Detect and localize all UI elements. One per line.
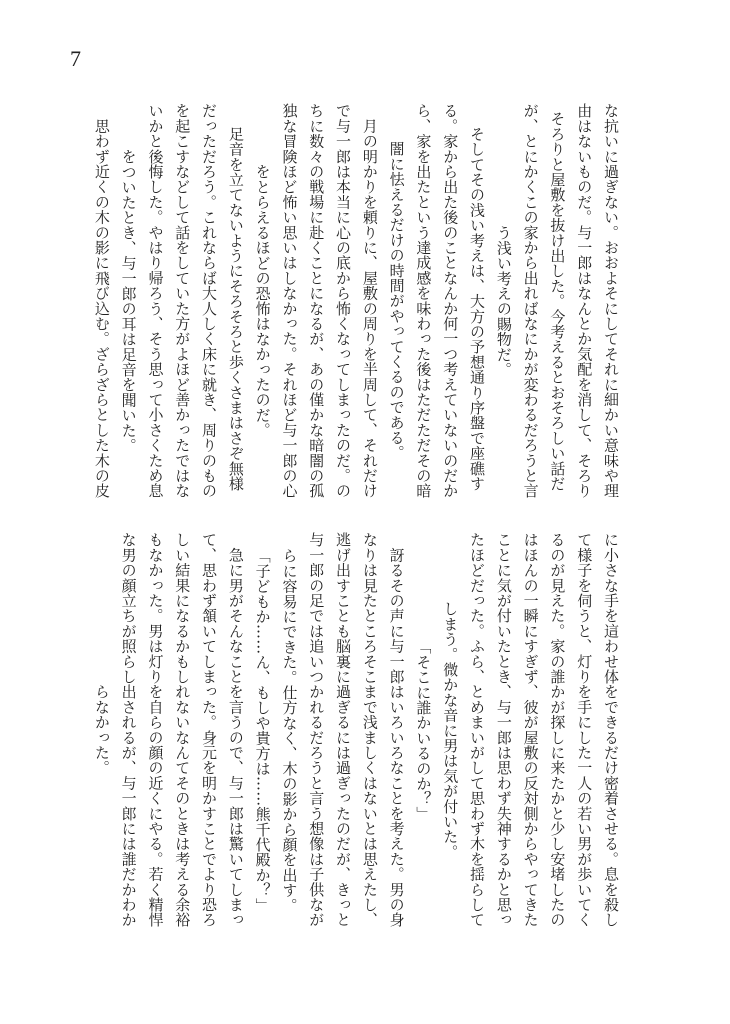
text-column: 「そこに誰かいるのか？」 bbox=[414, 638, 433, 822]
text-column: るのが見えた。家の誰かが探しに来たかと少し安堵したの bbox=[548, 532, 567, 928]
text-column: で与一郎は本当に心の底から怖くなってしまったのだ。の bbox=[334, 103, 353, 499]
text-column: なりは見たところそこまで浅ましくはないとは思えたし、 bbox=[360, 532, 379, 928]
text-column: う浅い考えの賜物だ。 bbox=[494, 225, 513, 377]
text-column: そろりと屋敷を抜け出した。今考えるとおそろしい話だ bbox=[548, 111, 567, 491]
text-column: らに容易にできた。仕方なく、木の影から顔を出す。 bbox=[280, 547, 299, 913]
text-column: らなかった。 bbox=[92, 684, 111, 776]
text-column: だっただろう。これならば大人しく床に就き、周りのもの bbox=[200, 103, 219, 499]
text-column: 逃げ出すことも脳裏に過ぎるには過ぎったのだが、きっと bbox=[334, 532, 353, 928]
text-column: に小さな手を這わせ体をできるだけ密着させる。息を殺し bbox=[602, 532, 620, 928]
text-column: な抗いに過ぎない。おおよそにしてそれに細かい意味や理 bbox=[602, 103, 620, 499]
text-column: 思わず近くの木の影に飛び込む。ざらざらとした木の皮 bbox=[92, 103, 111, 499]
text-column: いかと後悔した。やはり帰ろう、そう思って小さくため息 bbox=[146, 103, 165, 499]
text-column: て、思わず頷いてしまった。身元を明かすことでより恐ろ bbox=[200, 532, 219, 928]
text-column: しい結果になるかもしれないなんてそのときは考える余裕 bbox=[173, 532, 192, 928]
text-column: しまう。微かな音に男は気が付いた。 bbox=[441, 600, 460, 860]
text-column: な男の顔立ちが照らし出されるが、与一郎には誰だかわか bbox=[119, 532, 138, 928]
text-column: 訝るその声に与一郎はいろいろなことを考えた。男の身 bbox=[387, 532, 406, 928]
text-column: 足音を立てないようにそろそろと歩くさまはさぞ無様 bbox=[226, 111, 245, 491]
text-column: 闇に怯えるだけの時間がやってくるのである。 bbox=[387, 141, 406, 461]
text-column: を起こすなどして話をしていた方がよほど善かったではな bbox=[173, 103, 192, 499]
text-column: が、とにかくこの家から出ればなにかが変わるだろうと言 bbox=[521, 103, 540, 499]
text-column: たほどだった。ふら、とめまいがして思わず木を揺らして bbox=[468, 532, 487, 928]
text-column: 由はないものだ。与一郎はなんとか気配を消して、そろり bbox=[575, 103, 594, 499]
text-column: 急に男がそんなことを言うので、与一郎は驚いてしまっ bbox=[226, 532, 245, 928]
text-column: をとらえるほどの恐怖はなかったのだ。 bbox=[253, 164, 272, 438]
text-column: 「子どもか……ん、もしや貴方は……熊千代殿か？」 bbox=[253, 547, 272, 913]
text-column: ことに気が付いたとき、与一郎は思わず失神するかと思っ bbox=[494, 532, 513, 928]
text-column: 独な冒険ほど怖い思いはしなかった。それほど与一郎の心 bbox=[280, 103, 299, 499]
text-column: て様子を伺うと、灯りを手にした一人の若い男が歩いてく bbox=[575, 532, 594, 928]
text-block-bottom bbox=[82, 515, 618, 945]
text-column: 月の明かりを頼りに、屋敷の周りを半周して、それだけ bbox=[360, 103, 379, 499]
text-column: をついたとき、与一郎の耳は足音を聞いた。 bbox=[119, 149, 138, 453]
text-column: ら、家を出たという達成感を味わった後はただただその暗 bbox=[414, 103, 433, 499]
page-number: 7 bbox=[70, 46, 81, 71]
text-column: る。家から出た後のことなんか何一つ考えていないのだか bbox=[441, 103, 460, 499]
text-column: 与一郎の足では追いつかれるだろうと言う想像は子供なが bbox=[307, 532, 326, 928]
text-block-top bbox=[82, 95, 618, 507]
text-column: そしてその浅い考えは、大方の予想通り序盤で座礁す bbox=[468, 111, 487, 491]
text-column: はほんの一瞬にすぎず、彼が屋敷の反対側からやってきた bbox=[521, 532, 540, 928]
text-column: もなかった。男は灯りを自らの顔の近くにやる。若く精悍 bbox=[146, 532, 165, 928]
text-column: ちに数々の戦場に赴くことになるが、あの僅かな暗闇の孤 bbox=[307, 103, 326, 499]
